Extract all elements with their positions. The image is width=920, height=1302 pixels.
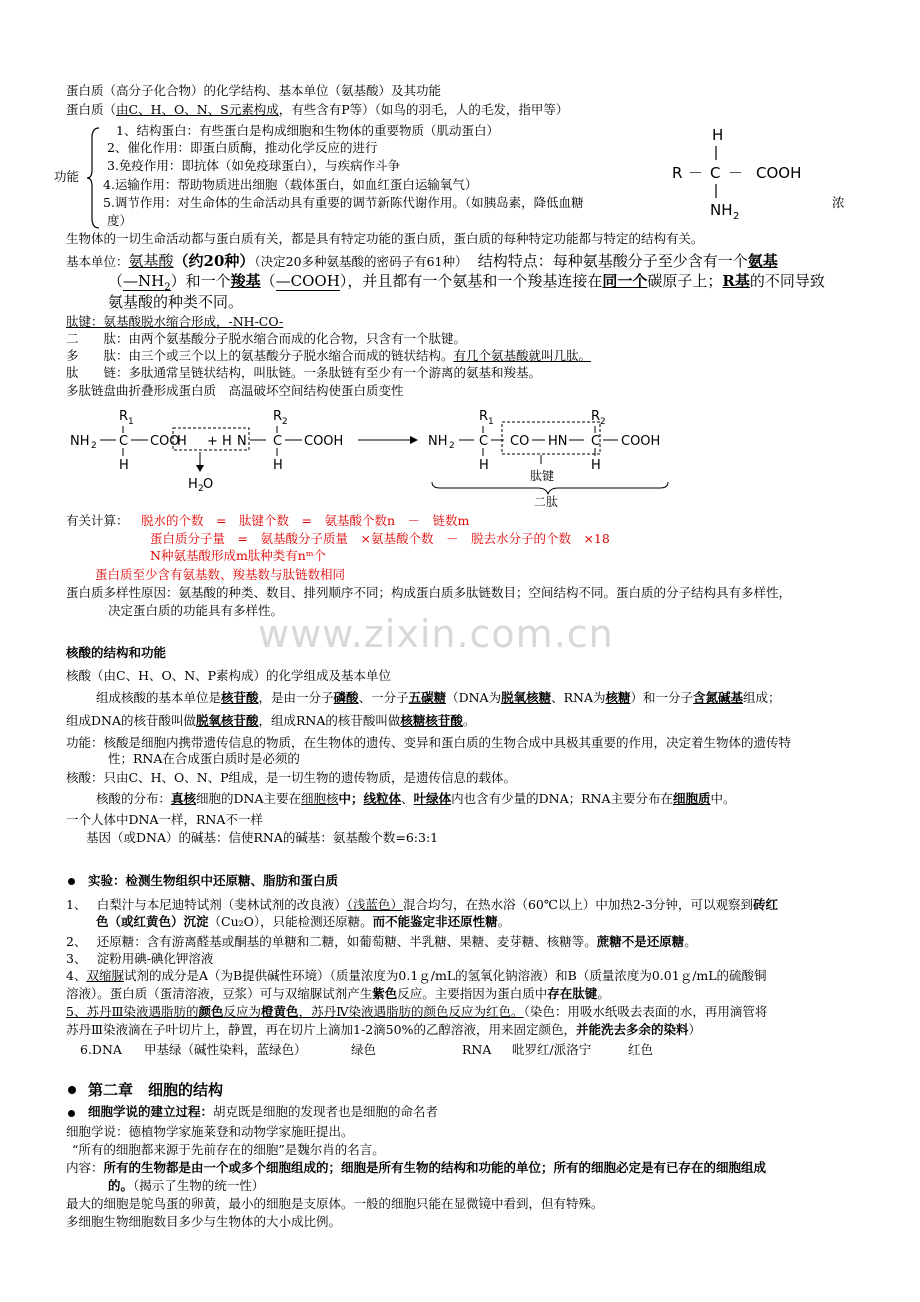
nh2-group: $—NH_2$: [123, 272, 171, 293]
svg-text:C: C: [710, 164, 721, 182]
function-item: 度）: [107, 213, 133, 228]
experiment-item-5-cont: 苏丹Ⅲ染液滴在子叶切片上，静置，再在切片上滴加1-2滴50%的乙醇溶液，用来固定颜色，并能洗去多余的染料）: [66, 1022, 701, 1037]
svg-text:COOH: COOH: [621, 434, 661, 449]
svg-text:CO: CO: [510, 434, 530, 449]
function-label: 功能: [54, 169, 80, 184]
svg-text:COO: COO: [150, 434, 180, 449]
function-item: 1、结构蛋白：有些蛋白是构成细胞和生物体的重要物质（肌动蛋白）: [116, 123, 499, 138]
bullet-icon: [68, 1086, 76, 1094]
protein-title: 蛋白质（高分子化合物）的化学结构、基本单位（氨基酸）及其功能: [66, 83, 442, 98]
basic-unit-line: 基本单位：氨基酸（约20种）（决定20多种氨基酸的密码子有61种） 结构特点：每种氨基酸分子至少含有一个氨基: [66, 252, 778, 270]
cell-theory-content-cont: 的。（揭示了生物的统一性）: [108, 1178, 265, 1193]
protein-elements-line: 蛋白质（由C、H、O、N、S元素构成，有些含有P等）（如鸟的羽毛，人的毛发，指甲等）: [66, 102, 569, 117]
svg-text:C: C: [273, 434, 283, 449]
multicell-note: 多细胞生物细胞数目多少与生物体的大小成比例。: [66, 1214, 342, 1229]
svg-text:R: R: [672, 164, 683, 182]
svg-text:H: H: [119, 458, 129, 473]
protein-diversity: 蛋白质多样性原因：氨基酸的种类、数目、排列顺序不同；构成蛋白质多肽链数目；空间结构不同。蛋白质的分子结构具有多样性，: [66, 585, 792, 600]
calc-formula: 蛋白质分子量 = 氨基酸分子质量 ×氨基酸个数 － 脱去水分子的个数 ×18: [150, 531, 610, 546]
function-item: 2、催化作用：即蛋白质酶，推动化学反应的进行: [107, 140, 378, 155]
experiment-heading: 实验：检测生物组织中还原糖、脂肪和蛋白质: [88, 873, 339, 888]
dehydration-reaction-diagram: [60, 402, 680, 514]
experiment-item-2: 2、 还原糖：含有游离醛基或酮基的单糖和二糖，如葡萄糖、半乳糖、果糖、麦芽糖、核糖等。蔗糖不是还原糖。: [66, 934, 697, 949]
cell-theory-quote: “所有的细胞都来源于先前存在的细胞”是魏尔肖的名言。: [72, 1142, 385, 1157]
cell-theory-history: 细胞学说的建立过程：胡克既是细胞的发现者也是细胞的命名者: [88, 1104, 439, 1119]
calc-formula: 蛋白质至少含有氨基数、羧基数与肽链数相同: [95, 567, 346, 582]
basic-unit-line3: 氨基酸的种类不同。: [108, 293, 244, 311]
svg-text:H: H: [222, 434, 232, 449]
nucleic-function: 功能：核酸是细胞内携带遗传信息的物质，在生物体的遗传、变异和蛋白质的生物合成中具极其重要的作用，决定着生物体的遗传特: [66, 735, 792, 750]
svg-text:2: 2: [282, 417, 288, 427]
life-activity: 生物体的一切生命活动都与蛋白质有关，都是具有特定功能的蛋白质，蛋白质的每种特定功能都与特定的结构有关。: [66, 231, 704, 246]
experiment-item-6-stain: 甲基绿（碱性染料，蓝绿色）: [144, 1042, 307, 1057]
svg-text:H: H: [712, 126, 724, 144]
svg-text:R: R: [479, 409, 489, 424]
function-item: 3.免疫作用：即抗体（如免疫球蛋白），与疾病作斗争: [107, 158, 401, 173]
experiment-item-6-color: 绿色: [351, 1042, 377, 1057]
svg-text:H: H: [591, 458, 601, 473]
nucleic-heading: 核酸的结构和功能: [66, 645, 167, 660]
svg-text:R: R: [273, 409, 283, 424]
svg-text:COOH: COOH: [756, 164, 802, 182]
amino-acid-formula: [668, 118, 818, 228]
svg-text:2: 2: [91, 441, 97, 451]
nucleic-dna-line: 组成DNA的核苷酸叫做脱氧核苷酸，组成RNA的核苷酸叫做核糖核苷酸。: [66, 713, 476, 728]
experiment-item-3: 3、 淀粉用碘-碘化钾溶液: [66, 951, 214, 966]
svg-text:－: －: [688, 164, 704, 182]
nucleic-unit-line: 组成核酸的基本单位是核苷酸，是由一分子磷酸、一分子五碳糖（DNA为脱氧核糖、RNA为核糖）和一分子含氮碱基组成；: [96, 690, 781, 705]
experiment-item-1-cont: 色（或红黄色）沉淀（Cu₂O），只能检测还原糖。而不能鉴定非还原性糖。: [96, 914, 511, 929]
svg-text:NH: NH: [70, 434, 90, 449]
experiment-item-6-dna: 6.DNA: [80, 1042, 122, 1057]
svg-text:2: 2: [198, 484, 204, 494]
svg-text:+: +: [207, 434, 218, 449]
experiment-item-4: 4、双缩脲试剂的成分是A（为B提供碱性环境）（质量浓度为0.1ｇ/mL的氢氧化钠溶液）和B（质量浓度为0.01ｇ/mL的硫酸铜: [66, 968, 767, 983]
svg-text:NH: NH: [428, 434, 448, 449]
experiment-item-6-color2: 红色: [628, 1042, 654, 1057]
svg-text:R: R: [119, 409, 129, 424]
peptide-bond-def: 肽键：氨基酸脱水缩合形成，-NH-CO-: [66, 314, 284, 329]
experiment-item-4-cont: 溶液）。蛋白质（蛋清溶液，豆浆）可与双缩脲试剂产生紫色反应。主要指因为蛋白质中存在肽键。: [66, 986, 610, 1001]
svg-text:1: 1: [488, 417, 494, 427]
svg-text:H: H: [177, 434, 187, 449]
svg-text:2: 2: [733, 211, 740, 222]
protein-elements: 由C、H、O、N、S元素构成: [116, 102, 279, 117]
protein-diversity-2: 决定蛋白质的功能具有多样性。: [108, 603, 284, 618]
svg-text:C: C: [591, 434, 601, 449]
svg-text:O: O: [203, 477, 214, 492]
function-tail: 浓: [832, 195, 845, 210]
calc-formula: N种氨基酸形成m肽种类有nᵐ个: [150, 548, 327, 563]
svg-text:NH: NH: [710, 201, 733, 219]
peptide-chain-def: 肽 链：多肽通常呈链状结构，叫肽链。一条肽链有至少有一个游离的氨基和羧基。: [66, 365, 542, 380]
svg-text:H: H: [479, 458, 489, 473]
polypeptide-def: 多 肽：由三个或三个以上的氨基酸分子脱水缩合而成的链状结构。有几个氨基酸就叫几肽。: [66, 348, 592, 363]
experiment-item-1: 1、 白梨汁与本尼迪特试剂（斐林试剂的改良液）（浅蓝色）混合均匀，在热水浴（60℃以上）中加热2-3分钟，可以观察到砖红: [66, 897, 779, 912]
svg-text:COOH: COOH: [304, 434, 344, 449]
nucleic-function-2: 性；RNA在合成蛋白质时是必须的: [108, 751, 300, 766]
nucleic-same-dna: 一个人体中DNA一样，RNA不一样: [66, 812, 263, 827]
svg-text:H: H: [188, 477, 198, 492]
function-item: 5.调节作用：对生命体的生命活动具有重要的调节新陈代谢作用。（如胰岛素，降低血糖: [103, 195, 584, 210]
chapter2-heading: 第二章 细胞的结构: [88, 1081, 224, 1099]
svg-text:R: R: [591, 409, 601, 424]
svg-text:C: C: [479, 434, 489, 449]
svg-text:－: －: [728, 164, 744, 182]
experiment-item-6-rna: RNA: [462, 1042, 492, 1057]
nucleic-distribution: 核酸的分布：真核细胞的DNA主要在细胞核中；线粒体、叶绿体内也含有少量的DNA；RNA主要分布在细胞质中。: [96, 791, 736, 806]
svg-text:N: N: [237, 434, 247, 449]
cell-theory-proposers: 细胞学说：德植物学家施莱登和动物学家施旺提出。: [66, 1124, 354, 1139]
bullet-icon: [68, 878, 75, 885]
cell-size-note: 最大的细胞是鸵鸟蛋的卵黄，最小的细胞是支原体。一般的细胞只能在显微镜中看到，但有特殊。: [66, 1196, 604, 1211]
svg-text:肽键: 肽键: [530, 469, 555, 483]
bullet-icon: [68, 1110, 75, 1117]
folding-note: 多肽链盘曲折叠形成蛋白质 高温破坏空间结构使蛋白质变性: [66, 383, 404, 398]
experiment-item-6-stain2: 吡罗红/派洛宁: [512, 1042, 592, 1057]
function-item: 4.运输作用：帮助物质进出细胞（载体蛋白，如血红蛋白运输氧气）: [103, 177, 478, 192]
basic-unit-line2: $(—NH_2)$和一个羧基（—COOH），并且都有一个氨基和一个羧基连接在同一个碳原子上；R基的不同导致: [108, 272, 825, 293]
svg-text:2: 2: [600, 417, 606, 427]
function-brace: [86, 126, 102, 230]
calc-label: 有关计算：: [66, 513, 129, 528]
svg-text:HN: HN: [548, 434, 568, 449]
experiment-item-5: 5、苏丹Ⅲ染液遇脂肪的颜色反应为橙黄色，苏丹Ⅳ染液遇脂肪的颜色反应为红色。（染色：用吸水纸吸去表面的水，再用滴管将: [66, 1004, 768, 1019]
nucleic-composition: 核酸（由C、H、O、N、P素构成）的化学组成及基本单位: [66, 668, 392, 683]
svg-text:H: H: [273, 458, 283, 473]
nucleic-carrier: 核酸：只由C、H、O、N、P组成，是一切生物的遗传物质，是遗传信息的载体。: [66, 770, 517, 785]
calc-formula: 脱水的个数 = 肽键个数 = 氨基酸个数n － 链数m: [141, 513, 470, 528]
svg-text:C: C: [119, 434, 129, 449]
svg-text:二肽: 二肽: [534, 495, 559, 509]
svg-text:1: 1: [128, 417, 134, 427]
cell-theory-content: 内容：所有的生物都是由一个或多个细胞组成的；细胞是所有生物的结构和功能的单位；所有的细胞必定是有已存在的细胞组成: [66, 1160, 767, 1175]
dipeptide-def: 二 肽：由两个氨基酸分子脱水缩合而成的化合物，只含有一个肽键。: [66, 331, 467, 346]
nucleic-ratio: 基因（或DNA）的碱基：信使RNA的碱基：氨基酸个数=6:3:1: [86, 830, 439, 845]
watermark: www.zixin.com.cn: [258, 612, 614, 656]
svg-text:2: 2: [449, 441, 455, 451]
